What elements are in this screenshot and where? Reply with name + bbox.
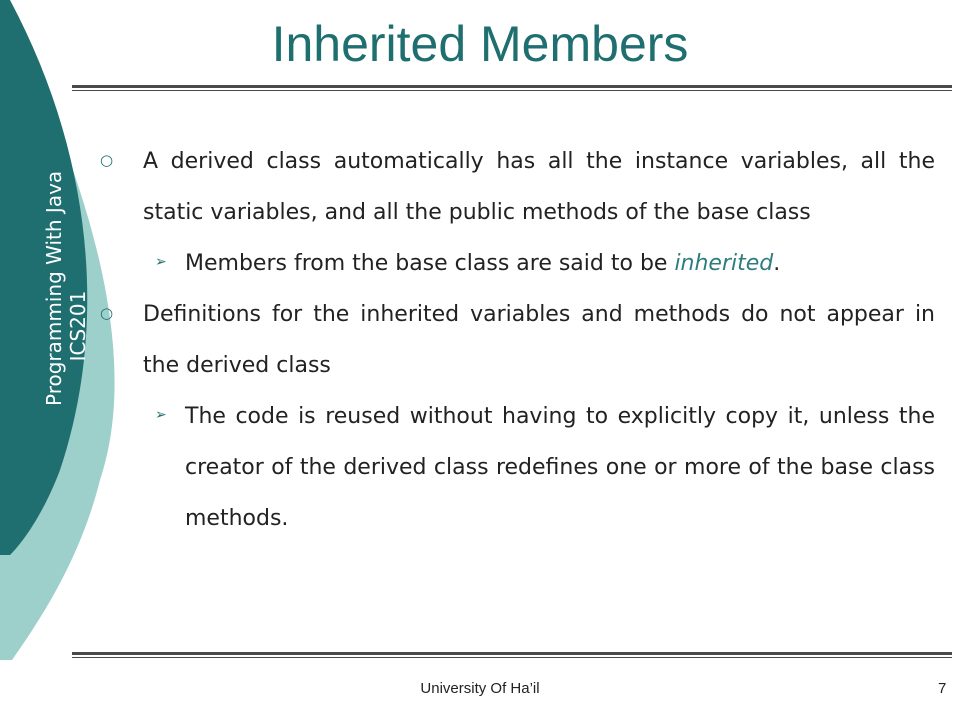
bottom-divider [72, 652, 952, 658]
arrowhead-icon: ➢ [155, 254, 167, 270]
emphasized-term: inherited [674, 251, 774, 276]
sub-bullet-lead: Members from the base class are said to be [185, 251, 675, 276]
bullet-text: Definitions for the inherited variables and methods do not appear in the derived class [143, 302, 935, 378]
sub-bullet-trailing: . [773, 251, 781, 276]
bullet-text: A derived class automatically has all the instance variables, all the static variables, and all the public methods of the base class [143, 149, 935, 225]
course-name: Programming With Java [42, 170, 66, 406]
sub-bullet-text [185, 238, 935, 289]
arrowhead-icon: ➢ [155, 407, 167, 423]
sub-bullet-item [155, 391, 935, 544]
sub-bullet-text: The code is reused without having to explicitly copy it, unless the creator of the derived class redefines one or more of the base class methods. [185, 404, 935, 531]
hollow-circle-icon: ○ [100, 304, 114, 322]
slide-title: Inherited Members [271, 16, 689, 72]
slide-content [100, 136, 935, 544]
bullet-item [100, 136, 935, 238]
footer-university: University Of Ha’il [420, 680, 540, 697]
sub-bullet-item [155, 238, 935, 289]
bullet-item [100, 289, 935, 391]
course-code: ICS201 [66, 290, 90, 362]
top-divider [72, 85, 952, 91]
page-number: 7 [938, 680, 947, 697]
hollow-circle-icon: ○ [100, 151, 114, 169]
